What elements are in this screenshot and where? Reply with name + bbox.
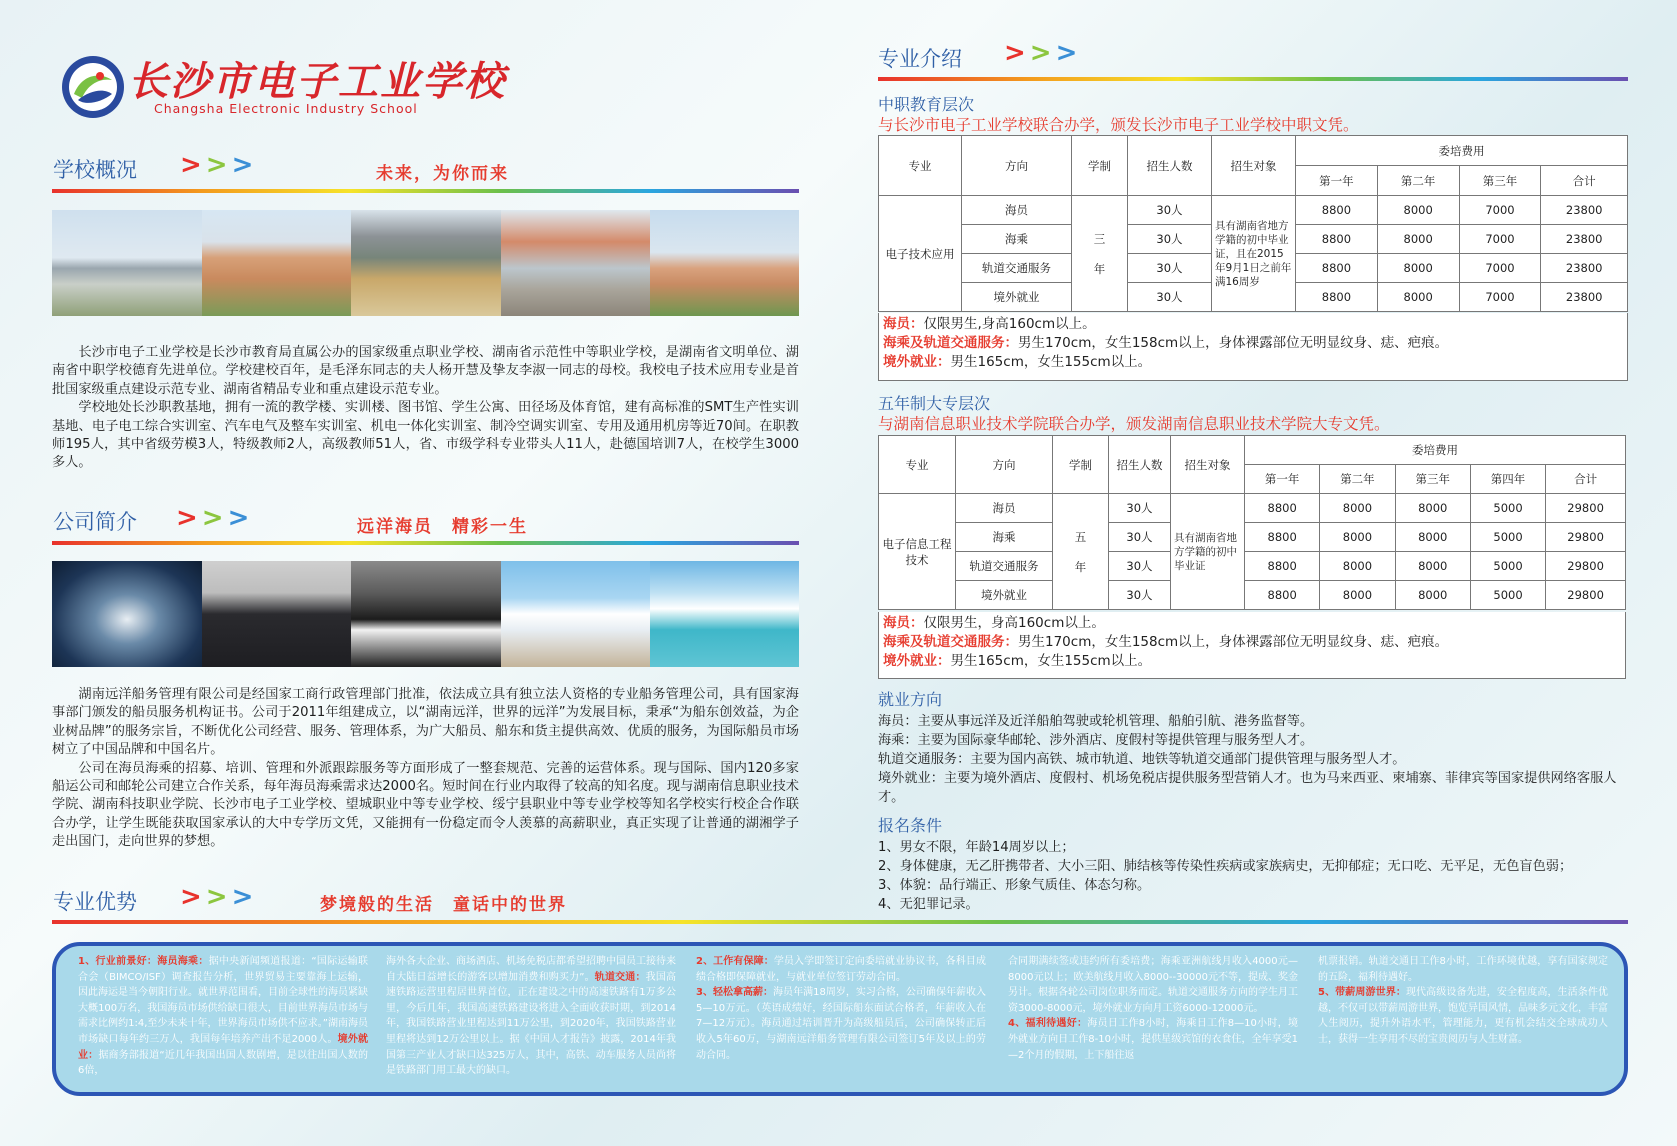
col-header-year1: 第一年 (1245, 465, 1320, 494)
col-header-enroll: 招生人数 (1109, 436, 1171, 494)
note-value: 仅限男生，身高160cm以上。 (923, 615, 1105, 631)
row-direction: 海员 (962, 196, 1072, 225)
requirements-list (878, 838, 1638, 914)
row-fee: 8800 (1245, 552, 1320, 581)
college-fee-table (878, 435, 1626, 610)
duration-number: 三 (1093, 231, 1106, 246)
campus-photo-4 (501, 210, 650, 316)
company-slogan: 远洋海员 精彩一生 (357, 517, 528, 537)
col-header-target: 招生对象 (1171, 436, 1245, 494)
overview-text (52, 344, 799, 473)
row-fee: 5000 (1470, 581, 1545, 610)
row-fee: 8800 (1296, 225, 1378, 254)
advantage-col-3 (696, 954, 986, 1063)
employment-list (878, 712, 1628, 807)
row-fee-total: 29800 (1546, 552, 1626, 581)
advantage-col-5 (1318, 954, 1608, 1048)
secondary-heading: 中职教育层次 (878, 95, 975, 114)
row-fee-total: 23800 (1541, 254, 1628, 283)
company-paragraph-2: 公司在海员海乘的招募、培训、管理和外派跟踪服务等方面形成了一整套规范、完善的运营体系。现与国际、国内120多家船运公司和邮轮公司建立合作关系，每年海员海乘需求达2000名。短时间在行业内取得了较高的知名度。现与湖南信息职业技术学院、湖南科技职业学院、长沙市电子工业学校、望城职业中等专业学校、绥宁县职业中等专业学校等知名学校实行校企合作联合办学，让学生既能获取国家承认的大中专学历文凭，又能拥有一份稳定而令人羡慕的高薪职业，真正实现了让普通的湖湘学子走出国门，走向世界的梦想。 (52, 760, 799, 850)
overview-paragraph-2: 学校地处长沙职教基地，拥有一流的教学楼、实训楼、图书馆、学生公寓、田径场及体育馆，建有高标准的SMT生产性实训基地、电子电工综合实训室、汽车电气及整车实训室、机电一体化实训室、制冷空调实训室、专用及通用机房等近70间。在职教师195人，其中省级劳模3人，特级教师2人，高级教师51人，省、市级学科专业带头人11人，赴德国培训7人，在校学生3000多人。 (52, 400, 799, 471)
table-row (879, 581, 1626, 610)
row-direction: 境外就业 (956, 581, 1053, 610)
cruise-photo-strip (52, 561, 799, 667)
col-header-direction: 方向 (962, 136, 1072, 196)
note-key: 海员： (883, 316, 924, 332)
overview-paragraph-1: 长沙市电子工业学校是长沙市教育局直属公办的国家级重点职业学校、湖南省示范性中等职业学校，是湖南省文明单位、湖南省中职学校德育先进单位。学校建校百年，是毛泽东同志的夫人杨开慧及挚友李淑一同志的母校。我校电子技术应用专业是首批国家级重点建设示范专业、湖南省精品专业和重点建设示范专业。 (52, 345, 799, 397)
row-fee: 8000 (1320, 552, 1395, 581)
note-line (883, 315, 1623, 334)
note-key: 海员： (883, 615, 924, 631)
col-header-duration: 学制 (1053, 436, 1109, 494)
row-fee-total: 23800 (1541, 196, 1628, 225)
note-key: 海乘及轨道交通服务： (883, 335, 1018, 351)
note-value: 男生165cm，女生155cm以上。 (950, 653, 1152, 669)
row-fee: 8800 (1296, 283, 1378, 312)
col-header-total: 合计 (1541, 166, 1628, 196)
row-fee-total: 23800 (1541, 283, 1628, 312)
company-title: 公司简介 (53, 510, 137, 534)
row-fee: 8000 (1377, 254, 1459, 283)
row-fee: 8800 (1245, 581, 1320, 610)
row-direction: 境外就业 (962, 283, 1072, 312)
row-fee: 8000 (1395, 581, 1470, 610)
advantages-slogan: 梦境般的生活 童话中的世界 (320, 895, 567, 915)
advantage-col-4 (1008, 954, 1298, 1063)
row-fee-total: 29800 (1546, 523, 1626, 552)
note-value: 男生170cm，女生158cm以上，身体裸露部位无明显纹身、痣、疤痕。 (1018, 634, 1449, 650)
table-row (879, 494, 1626, 523)
note-key: 境外就业： (883, 653, 951, 669)
row-direction: 轨道交通服务 (956, 552, 1053, 581)
advantage-text: 学员入学即签订定向委培就业协议书，各科目成绩合格即保障就业，与就业单位签订劳动合同。 (696, 956, 986, 983)
list-item: 轨道交通服务：主要为国内高铁、城市轨道、地铁等轨道交通部门提供管理与服务型人才。 (878, 752, 1406, 767)
col-header-year2: 第二年 (1377, 166, 1459, 196)
advantage-label: 5、带薪周游世界： (1318, 987, 1406, 999)
majors-divider (878, 77, 1628, 81)
secondary-notes (878, 313, 1628, 381)
secondary-target: 具有湖南省地方学籍的初中毕业证，且在2015年9月1日之前年满16周岁 (1212, 196, 1296, 312)
secondary-fee-table (878, 135, 1628, 312)
row-fee: 8800 (1296, 196, 1378, 225)
list-item: 境外就业：主要为境外酒店、度假村、机场免税店提供服务型营销人才。也为马来西亚、柬埔寨、菲律宾等国家提供网络客服人才。 (878, 771, 1617, 805)
school-name-en: Changsha Electronic Industry School (154, 101, 418, 116)
majors-arrows-icon: >>> (1004, 38, 1082, 68)
company-paragraph-1: 湖南远洋船务管理有限公司是经国家工商行政管理部门批准，依法成立具有独立法人资格的专业船务管理公司，具有国家海事部门颁发的船员服务机构证书。公司于2011年组建成立，以“湖南远洋，世界的远洋”为发展目标，秉承“为船东创效益，为企业树品牌”的服务宗旨，不断优化公司经营、服务、管理体系，为广大船员、船东和货主提供高效、优质的服务，为国际船员市场树立了中国品牌和中国名片。 (52, 687, 799, 758)
secondary-major-name: 电子技术应用 (879, 196, 962, 312)
advantages-divider (52, 920, 1628, 924)
employment-heading: 就业方向 (878, 690, 943, 709)
row-fee: 8000 (1395, 494, 1470, 523)
col-header-major: 专业 (879, 136, 962, 196)
col-header-year3: 第三年 (1459, 166, 1541, 196)
advantages-arrows-icon: >>> (180, 882, 258, 912)
row-enroll: 30人 (1128, 196, 1212, 225)
table-row (879, 552, 1626, 581)
row-fee: 7000 (1459, 254, 1541, 283)
row-fee: 7000 (1459, 225, 1541, 254)
advantage-text: 海员年满18周岁，实习合格，公司确保年薪收入5—10万元。（英语成绩好，经国际船东面试合格者，年薪收入在7—12万元）。海员通过培训晋升为高级船员后，公司确保转正后收入5年60万，与湖南远洋船务管理有限公司签订5年及以上的劳动合同。 (696, 987, 986, 1061)
row-fee: 8000 (1377, 196, 1459, 225)
note-value: 男生165cm，女生155cm以上。 (950, 354, 1152, 370)
cruise-photo-1 (52, 561, 202, 667)
note-value: 仅限男生,身高160cm以上。 (923, 316, 1096, 332)
advantages-box (52, 942, 1628, 1096)
crew-photo-2 (351, 561, 501, 667)
duration-unit: 年 (1093, 261, 1106, 276)
row-fee: 8800 (1245, 523, 1320, 552)
list-item: 海员：主要从事远洋及近洋船舶驾驶或轮机管理、船舶引航、港务监督等。 (878, 714, 1314, 729)
col-header-fee: 委培费用 (1245, 436, 1626, 465)
campus-photo-3 (351, 210, 501, 316)
list-item: 3、体貌：品行端正、形象气质佳、体态匀称。 (878, 878, 1151, 893)
campus-photo-strip (52, 210, 799, 316)
note-line (883, 652, 1621, 671)
advantage-label: 4、福利待遇好： (1008, 1018, 1088, 1030)
majors-title: 专业介绍 (878, 47, 962, 71)
advantage-text: 合同期满续签或违约所有委培费；海乘亚洲航线月收入4000元—8000元以上；欧美航线月收入8000--30000元不等，提成、奖金另计。根据各轮公司岗位职务而定。轨道交通服务方向的学生月工资3000-8000元，境外就业方向月工资6000-12000元。 (1008, 956, 1298, 1014)
school-logo (60, 52, 506, 122)
advantage-text: 现代高级设备先进，安全程度高，生活条件优越，不仅可以带薪周游世界，饱览异国风情，品味多元文化，丰富人生阅历，提升外语水平，管理能力，更有机会结交全球成功人士，获得一生享用不尽的宝贵阅历与人生财富。 (1318, 987, 1608, 1045)
row-fee: 8000 (1320, 494, 1395, 523)
row-fee: 5000 (1470, 494, 1545, 523)
note-value: 男生170cm，女生158cm以上，身体裸露部位无明显纹身、痣、疤痕。 (1018, 335, 1449, 351)
row-enroll: 30人 (1109, 581, 1171, 610)
advantage-label: 海员海乘： (157, 956, 209, 967)
requirements-heading: 报名条件 (878, 816, 943, 835)
advantage-label: 1、行业前景好： (78, 956, 158, 967)
col-header-enroll: 招生人数 (1128, 136, 1212, 196)
crew-photo-1 (202, 561, 351, 667)
campus-photo-2 (202, 210, 351, 316)
cruise-photo-2 (501, 561, 650, 667)
resort-photo (650, 561, 799, 667)
note-line (883, 353, 1623, 372)
list-item: 4、无犯罪记录。 (878, 897, 979, 912)
row-fee: 5000 (1470, 552, 1545, 581)
company-arrows-icon: >>> (176, 503, 254, 533)
row-fee: 8800 (1245, 494, 1320, 523)
college-heading: 五年制大专层次 (878, 394, 991, 413)
row-fee: 8000 (1395, 552, 1470, 581)
row-enroll: 30人 (1109, 523, 1171, 552)
advantage-text: 机票报销。轨道交通日工作8小时，工作环境优越，享有国家规定的五险，福利待遇好。 (1318, 956, 1608, 983)
college-notes (878, 612, 1626, 679)
row-direction: 海员 (956, 494, 1053, 523)
col-header-major: 专业 (879, 436, 956, 494)
col-header-target: 招生对象 (1212, 136, 1296, 196)
college-target: 具有湖南省地方学籍的初中毕业证 (1171, 494, 1245, 610)
row-fee-total: 23800 (1541, 225, 1628, 254)
row-direction: 轨道交通服务 (962, 254, 1072, 283)
col-header-year3: 第三年 (1395, 465, 1470, 494)
list-item: 1、男女不限，年龄14周岁以上； (878, 840, 1075, 855)
row-enroll: 30人 (1128, 283, 1212, 312)
duration-number: 五 (1074, 529, 1087, 544)
company-text (52, 686, 799, 852)
row-fee: 8000 (1377, 283, 1459, 312)
row-fee: 8800 (1296, 254, 1378, 283)
advantage-label: 2、工作有保障： (696, 956, 774, 967)
overview-divider (52, 189, 799, 193)
col-header-year2: 第二年 (1320, 465, 1395, 494)
row-fee: 8000 (1395, 523, 1470, 552)
col-header-direction: 方向 (956, 436, 1053, 494)
advantage-text: 海员日工作8小时，海乘日工作8—10小时，境外就业方向日工作8-10小时，提供星级宾馆的衣食住，全年享受1—2个月的假期，上下船往返 (1008, 1018, 1298, 1061)
row-fee: 8000 (1377, 225, 1459, 254)
advantage-label: 3、轻松拿高薪： (696, 987, 774, 999)
row-enroll: 30人 (1109, 494, 1171, 523)
college-subheading: 与湖南信息职业技术学院联合办学，颁发湖南信息职业技术学院大专文凭。 (878, 415, 1390, 433)
advantage-text: 海外各大企业、商场酒店、机场免税店都希望招聘中国员工接待来自大陆日益增长的游客以增加消费和购买力”。 (386, 956, 676, 983)
col-header-duration: 学制 (1072, 136, 1128, 196)
row-direction: 海乘 (962, 225, 1072, 254)
advantages-title: 专业优势 (53, 890, 137, 914)
campus-photo-1 (52, 210, 202, 316)
advantage-text: 据商务部报道“近几年我国出国人数剧增，是以往出国人数的6倍， (78, 1049, 368, 1077)
secondary-subheading: 与长沙市电子工业学校联合办学，颁发长沙市电子工业学校中职文凭。 (878, 116, 1359, 134)
overview-slogan: 未来，为你而来 (376, 164, 509, 184)
row-fee: 8000 (1320, 581, 1395, 610)
list-item: 海乘：主要为国际豪华邮轮、涉外酒店、度假村等提供管理与服务型人才。 (878, 733, 1314, 748)
row-fee-total: 29800 (1546, 581, 1626, 610)
company-divider (52, 541, 799, 545)
advantage-label: 轨道交通： (594, 971, 646, 983)
campus-photo-5 (650, 210, 799, 316)
duration-unit: 年 (1074, 559, 1087, 574)
list-item: 2、身体健康，无乙肝携带者、大小三阳、肺结核等传染性疾病或家族病史，无抑郁症；无口吃、无平足，无色盲色弱； (878, 859, 1573, 874)
row-fee: 7000 (1459, 196, 1541, 225)
school-name-cn: 长沙市电子工业学校 (128, 58, 506, 105)
col-header-year4: 第四年 (1470, 465, 1545, 494)
advantage-text: 我国高速铁路运营里程居世界首位，正在建设之中的高速铁路有1万多公里，今后几年，我国高速铁路建设将进入全面收获时期，到2014年，我国铁路营业里程达到11万公里，到2020年，我国铁路营业里程将达到12万公里以上。据《中国人才报告》披露，2014年我国第三产业人才缺口达325万人，其中，高铁、动车服务人员尚将是铁路部门用工最大的缺口。 (386, 971, 676, 1077)
college-major-name: 电子信息工程技术 (879, 494, 956, 610)
secondary-duration (1072, 196, 1128, 312)
overview-title: 学校概况 (53, 158, 137, 182)
note-line (883, 614, 1621, 633)
note-line (883, 334, 1623, 353)
row-fee: 7000 (1459, 283, 1541, 312)
row-fee: 8000 (1320, 523, 1395, 552)
table-row (879, 523, 1626, 552)
overview-arrows-icon: >>> (180, 150, 258, 180)
advantage-col-1 (78, 954, 368, 1079)
col-header-year1: 第一年 (1296, 166, 1378, 196)
row-enroll: 30人 (1128, 225, 1212, 254)
note-key: 境外就业： (883, 354, 951, 370)
col-header-total: 合计 (1546, 465, 1626, 494)
row-enroll: 30人 (1109, 552, 1171, 581)
advantage-col-2 (386, 954, 676, 1079)
row-fee-total: 29800 (1546, 494, 1626, 523)
col-header-fee: 委培费用 (1296, 136, 1628, 166)
note-line (883, 633, 1621, 652)
row-enroll: 30人 (1128, 254, 1212, 283)
table-row (879, 196, 1628, 225)
row-direction: 海乘 (956, 523, 1053, 552)
row-fee: 5000 (1470, 523, 1545, 552)
advantage-label: 境外就业： (78, 1033, 369, 1061)
advantage-text: 据中央新闻频道报道：“国际运输联合会（BIMCO/ISF）调查报告分析，世界贸易主要靠海上运输，因此海运是当今朝阳行业。就世界范围看，目前全球性的海员紧缺大概100万名，我国海员市场供给缺口很大，目前世界海员市场与需求比例约1:4,至少未来十年，世界海员市场供不应求。”湖南海员市场缺口每年约三万人，我国每年培养产出不足2000人。 (78, 956, 368, 1045)
note-key: 海乘及轨道交通服务： (883, 634, 1018, 650)
college-duration (1053, 494, 1109, 610)
school-emblem-icon (60, 54, 126, 120)
